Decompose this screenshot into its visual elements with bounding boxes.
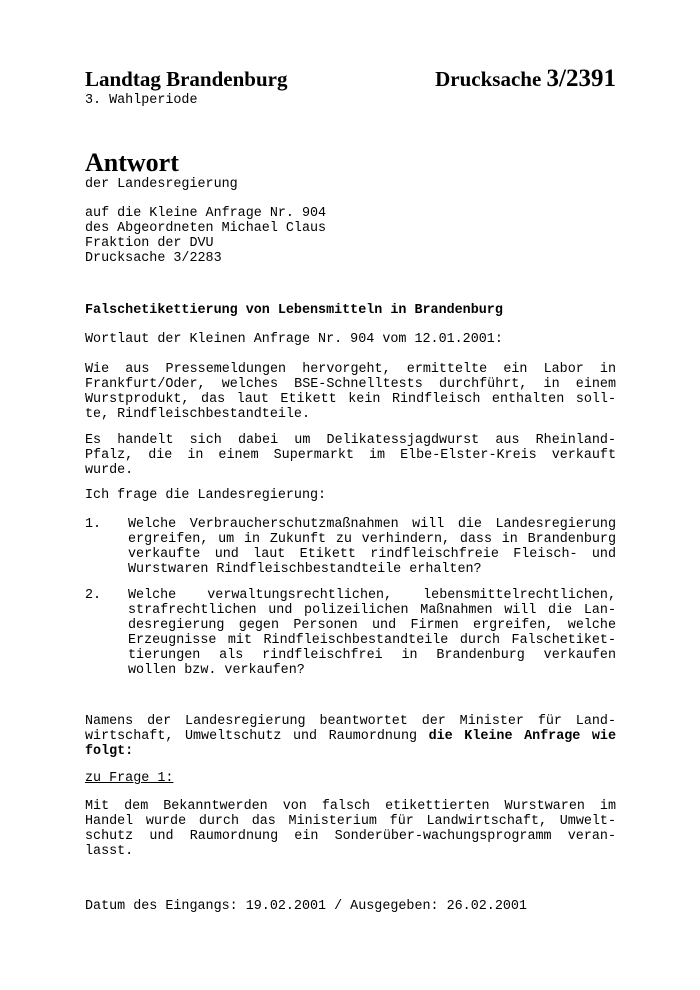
document-header: [85, 66, 616, 92]
institution-name: Landtag Brandenburg: [85, 67, 288, 91]
document-title: Antwort: [85, 148, 179, 177]
inquiry-reference: [85, 206, 326, 266]
paragraph-line: Es handelt sich dabei um Delikatessjagdwurst aus Rheinland-: [85, 433, 616, 448]
question-text: [128, 588, 616, 678]
question-line: tierungen als rindfleischfrei in Brandenburg verkaufen: [128, 648, 616, 663]
answer-line: Handel wurde durch das Ministerium für Landwirtschaft, Umwelt-: [85, 814, 616, 829]
answer-paragraph: [85, 799, 616, 859]
inquiry-line: auf die Kleine Anfrage Nr. 904: [85, 206, 327, 221]
answer-line: lasst.: [85, 844, 134, 859]
question-number: 2.: [85, 588, 102, 603]
paragraph-line: te, Rindfleischbestandteile.: [85, 407, 310, 422]
question-line: wollen bzw. verkaufen?: [128, 663, 305, 678]
paragraph-line: Frankfurt/Oder, welches BSE-Schnelltests durchführt, in einem: [85, 377, 616, 392]
paragraph-line: Pfalz, die in einem Supermarkt im Elbe-Elster-Kreis verkauft: [85, 448, 616, 463]
question-line: Welche Verbraucherschutzmaßnahmen will die Landesregierung: [128, 517, 616, 532]
inquiry-line: Drucksache 3/2283: [85, 251, 222, 266]
question-line: Erzeugnisse mit Rindfleischbestandteile durch Falschetiket-: [128, 633, 616, 648]
question-line: ergreifen, um in Zukunft zu verhindern, dass in Brandenburg: [128, 532, 616, 547]
paragraph-line: Wurstprodukt, das laut Etikett kein Rindfleisch enthalten soll-: [85, 392, 616, 407]
subject-heading: Falschetikettierung von Lebensmitteln in Brandenburg: [85, 303, 503, 318]
answer-intro-line: wirtschaft, Umweltschutz und Raumordnung die Kleine Anfrage wie: [85, 729, 616, 744]
legislative-period: 3. Wahlperiode: [85, 93, 198, 108]
answer-line: Mit dem Bekanntwerden von falsch etikettierten Wurstwaren im: [85, 799, 616, 814]
question-paragraph-1: [85, 362, 616, 422]
answer-heading: zu Frage 1:: [85, 771, 174, 786]
paragraph-line: wurde.: [85, 463, 134, 478]
question-line: desregierung gegen Personen und Firmen ergreifen, welche: [128, 618, 616, 633]
question-number: 1.: [85, 517, 102, 532]
question-line: strafrechtlichen und polizeilichen Maßnahmen will die Lan-: [128, 603, 616, 618]
paragraph-line: Wie aus Pressemeldungen hervorgeht, ermittelte ein Labor in: [85, 362, 616, 377]
answer-intro-line: folgt:: [85, 744, 134, 759]
document-label: Drucksache: [435, 67, 542, 91]
inquiry-line: des Abgeordneten Michael Claus: [85, 221, 327, 236]
document-number: [435, 66, 616, 92]
question-intro: Ich frage die Landesregierung:: [85, 488, 327, 503]
inquiry-line: Fraktion der DVU: [85, 236, 214, 251]
question-line: Wurstwaren Rindfleischbestandteile erhalten?: [128, 562, 482, 577]
question-line: verkaufte und laut Etikett rindfleischfreie Fleisch- und: [128, 547, 616, 562]
document-number-value: 3/2391: [546, 65, 616, 92]
answer-intro-line: Namens der Landesregierung beantwortet der Minister für Land-: [85, 714, 616, 729]
question-text: [128, 517, 616, 577]
question-line: Welche verwaltungsrechtlichen, lebensmittelrechtlichen,: [128, 588, 616, 603]
document-footer: Datum des Eingangs: 19.02.2001 / Ausgegeben: 26.02.2001: [85, 899, 527, 914]
question-paragraph-2: [85, 433, 616, 478]
document-subtitle: der Landesregierung: [85, 177, 238, 192]
answer-line: schutz und Raumordnung ein Sonderüber-wachungsprogramm veran-: [85, 829, 616, 844]
answer-intro: [85, 714, 616, 759]
wording-heading: Wortlaut der Kleinen Anfrage Nr. 904 vom 12.01.2001:: [85, 332, 503, 347]
